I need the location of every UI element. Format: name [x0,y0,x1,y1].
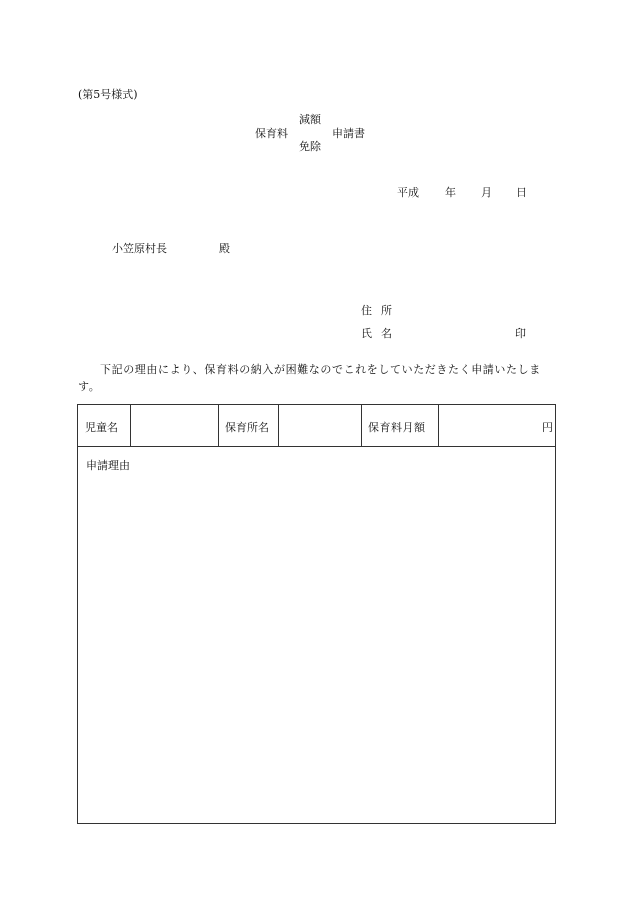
divider [278,405,279,446]
application-table [77,404,556,824]
addressee-honorific: 殿 [219,242,230,255]
title-option-exemption: 免除 [299,140,321,153]
reason-field[interactable] [86,477,547,815]
child-name-label: 児童名 [85,421,118,434]
date-month-label: 月 [481,186,492,199]
request-statement: 下記の理由により、保育料の納入が困難なのでこれをしていただきたく申請いたします。 [78,363,541,393]
divider [438,405,439,446]
currency-unit: 円 [542,421,553,434]
title-subject: 保育料 [255,127,288,140]
addressee-name: 小笠原村長 [112,242,167,255]
monthly-fee-label: 保育料月額 [368,421,426,434]
divider [361,405,362,446]
nursery-name-label: 保育所名 [225,421,269,434]
reason-label: 申請理由 [86,459,130,472]
address-label: 住所 [361,304,401,317]
info-row [78,405,555,447]
date-era: 平成 [397,186,419,199]
date-day-label: 日 [516,186,527,199]
date-year-label: 年 [445,186,456,199]
form-number: (第5号様式) [78,88,138,101]
title-option-reduction: 減額 [299,113,321,126]
divider [130,405,131,446]
seal-label: 印 [515,327,526,340]
title-document-type: 申請書 [332,127,365,140]
name-label: 氏名 [361,327,401,340]
divider [218,405,219,446]
